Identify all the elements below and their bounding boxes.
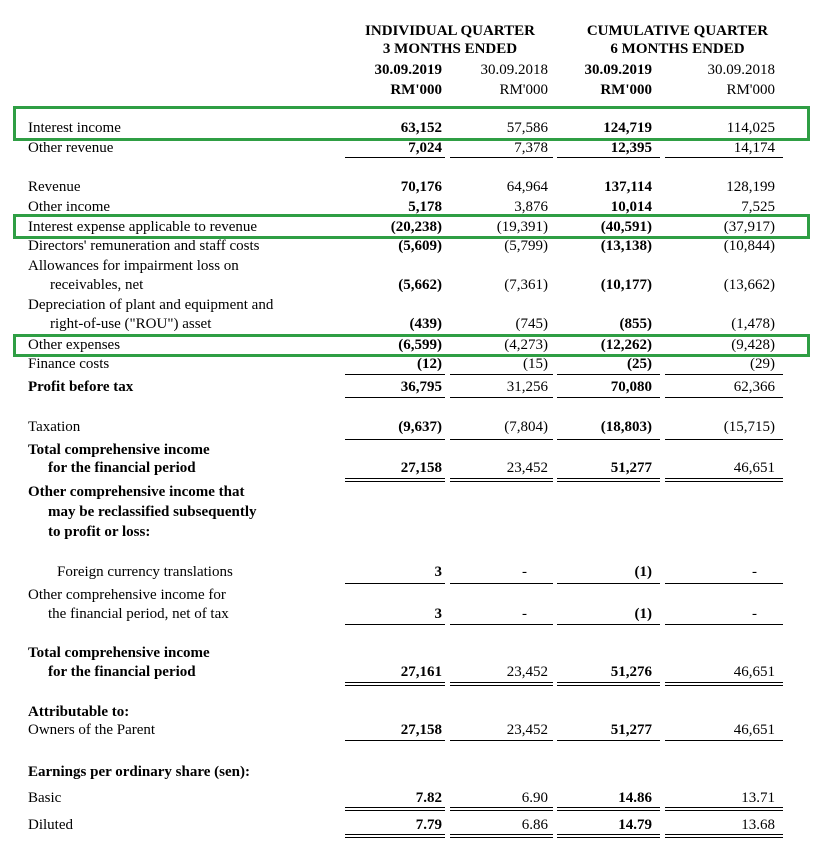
interest_expense-value-col3: (40,591) (600, 219, 652, 235)
finance-costs-label: Finance costs (28, 356, 110, 372)
allowances-label1: Allowances for impairment loss on (28, 258, 239, 274)
other_expenses-value-col1: (6,599) (398, 337, 442, 353)
rule-col3 (557, 807, 660, 808)
other-revenue-label: Other revenue (28, 140, 114, 156)
fx_translation-value-col3: (1) (634, 564, 652, 580)
rule-col2 (450, 740, 553, 741)
depreciation-label2: right-of-use ("ROU") asset (50, 316, 212, 332)
diluted-value-col4: 13.68 (741, 817, 775, 833)
finance_costs-value-col4: (29) (750, 356, 775, 372)
unit-header-col3: RM'000 (600, 82, 652, 98)
total-ci-1-label2: for the financial period (48, 460, 196, 476)
rule-col1 (345, 439, 445, 440)
oci-heading-label1: Other comprehensive income that (28, 484, 245, 500)
cumulative-quarter-title: CUMULATIVE QUARTER (586, 23, 769, 39)
revenue-value-col3: 137,114 (604, 179, 652, 195)
depreciation-value-col3: (855) (619, 316, 652, 332)
attributable-label2: Owners of the Parent (28, 722, 156, 738)
taxation-value-col4: (15,715) (723, 419, 775, 435)
rule-col3 (557, 810, 660, 811)
rule-col2 (450, 478, 553, 479)
allowances-value-col1: (5,662) (398, 277, 442, 293)
oci-heading-label3: to profit or loss: (48, 524, 151, 540)
rule-col2 (450, 807, 553, 808)
date-header-col2: 30.09.2018 (480, 62, 548, 78)
oci_net-value-col1: 3 (434, 606, 442, 622)
finance_costs-value-col1: (12) (417, 356, 442, 372)
rule-col3 (557, 682, 660, 683)
rule-col4 (665, 810, 783, 811)
rule-col3 (557, 583, 660, 584)
total_ci_1-value-col2: 23,452 (506, 460, 548, 476)
taxation-value-col1: (9,637) (398, 419, 442, 435)
rule-col1 (345, 740, 445, 741)
rule-col1 (345, 685, 445, 686)
other-income-label: Other income (28, 199, 111, 215)
other_income-value-col4: 7,525 (741, 199, 775, 215)
profit_before_tax-value-col4: 62,366 (733, 379, 775, 395)
revenue-label: Revenue (28, 179, 81, 195)
rule-col4 (665, 740, 783, 741)
other_revenue-value-col3: 12,395 (610, 140, 652, 156)
basic-value-col3: 14.86 (618, 790, 652, 806)
total_ci_1-value-col1: 27,158 (400, 460, 442, 476)
other_revenue-value-col1: 7,024 (408, 140, 442, 156)
cumulative-quarter-period: 6 MONTHS ENDED (610, 41, 745, 57)
total-ci-2-label2: for the financial period (48, 664, 196, 680)
oci_net-value-col3: (1) (634, 606, 652, 622)
rule-col4 (665, 624, 783, 625)
revenue-value-col2: 64,964 (506, 179, 548, 195)
basic-value-col2: 6.90 (521, 790, 548, 806)
attributable-value-col3: 51,277 (610, 722, 652, 738)
oci-net-label1: Other comprehensive income for (28, 587, 226, 603)
other_income-value-col3: 10,014 (610, 199, 652, 215)
total_ci_2-value-col2: 23,452 (506, 664, 548, 680)
interest_income-value-col3: 124,719 (603, 120, 652, 136)
rule-col1 (345, 810, 445, 811)
rule-col3 (557, 834, 660, 835)
taxation-value-col2: (7,804) (504, 419, 548, 435)
basic-label: Basic (28, 790, 62, 806)
date-header-col3: 30.09.2019 (584, 62, 652, 78)
total-ci-2-label1: Total comprehensive income (28, 645, 210, 661)
allowances-label2: receivables, net (50, 277, 144, 293)
rule-col3 (557, 439, 660, 440)
eps-heading-label: Earnings per ordinary share (sen): (28, 764, 250, 780)
directors-value-col3: (13,138) (600, 238, 652, 254)
rule-col1 (345, 397, 445, 398)
other_expenses-value-col4: (9,428) (731, 337, 775, 353)
directors-value-col2: (5,799) (504, 238, 548, 254)
oci_net-value-col4: - (752, 606, 757, 622)
rule-col3 (557, 837, 660, 838)
depreciation-value-col1: (439) (409, 316, 442, 332)
date-header-col4: 30.09.2018 (707, 62, 775, 78)
depreciation-label1: Depreciation of plant and equipment and (28, 297, 274, 313)
rule-col2 (450, 624, 553, 625)
unit-header-col1: RM'000 (390, 82, 442, 98)
diluted-value-col2: 6.86 (521, 817, 548, 833)
allowances-value-col3: (10,177) (600, 277, 652, 293)
fx_translation-value-col1: 3 (434, 564, 442, 580)
date-header-col1: 30.09.2019 (374, 62, 442, 78)
rule-col2 (450, 157, 553, 158)
rule-col2 (450, 481, 553, 482)
total_ci_2-value-col4: 46,651 (733, 664, 775, 680)
allowances-value-col4: (13,662) (723, 277, 775, 293)
finance_costs-value-col2: (15) (523, 356, 548, 372)
rule-col3 (557, 685, 660, 686)
directors-value-col1: (5,609) (398, 238, 442, 254)
interest-income-label: Interest income (28, 120, 121, 136)
rule-col1 (345, 837, 445, 838)
rule-col2 (450, 810, 553, 811)
rule-col3 (557, 397, 660, 398)
taxation-value-col3: (18,803) (600, 419, 652, 435)
rule-col3 (557, 740, 660, 741)
rule-col4 (665, 807, 783, 808)
attributable-value-col1: 27,158 (400, 722, 442, 738)
total_ci_1-value-col4: 46,651 (733, 460, 775, 476)
fx-translation-label: Foreign currency translations (57, 564, 233, 580)
rule-col1 (345, 624, 445, 625)
interest_income-value-col1: 63,152 (400, 120, 442, 136)
rule-col4 (665, 837, 783, 838)
rule-col4 (665, 583, 783, 584)
attributable-value-col4: 46,651 (733, 722, 775, 738)
rule-col1 (345, 374, 445, 375)
rule-col1 (345, 682, 445, 683)
rule-col1 (345, 478, 445, 479)
interest_income-value-col2: 57,586 (506, 120, 548, 136)
unit-header-col2: RM'000 (499, 82, 548, 98)
other_revenue-value-col2: 7,378 (514, 140, 548, 156)
rule-col4 (665, 481, 783, 482)
rule-col1 (345, 834, 445, 835)
interest_expense-value-col1: (20,238) (390, 219, 442, 235)
profit_before_tax-value-col2: 31,256 (506, 379, 548, 395)
diluted-label: Diluted (28, 817, 73, 833)
profit-before-tax-label: Profit before tax (28, 379, 134, 395)
diluted-value-col1: 7.79 (415, 817, 442, 833)
depreciation-value-col4: (1,478) (731, 316, 775, 332)
rule-col4 (665, 682, 783, 683)
profit_before_tax-value-col1: 36,795 (400, 379, 442, 395)
rule-col2 (450, 834, 553, 835)
oci-net-label2: the financial period, net of tax (48, 606, 229, 622)
depreciation-value-col2: (745) (515, 316, 548, 332)
rule-col2 (450, 439, 553, 440)
rule-col1 (345, 157, 445, 158)
interest_expense-value-col2: (19,391) (496, 219, 548, 235)
fx_translation-value-col2: - (522, 564, 527, 580)
rule-col2 (450, 837, 553, 838)
other-expenses-label: Other expenses (28, 337, 121, 353)
other_revenue-value-col4: 14,174 (733, 140, 775, 156)
attributable-label1: Attributable to: (28, 704, 130, 720)
attributable-value-col2: 23,452 (506, 722, 548, 738)
rule-col1 (345, 481, 445, 482)
rule-col4 (665, 374, 783, 375)
basic-value-col4: 13.71 (741, 790, 775, 806)
rule-col4 (665, 157, 783, 158)
total-ci-1-label1: Total comprehensive income (28, 442, 210, 458)
other_expenses-value-col3: (12,262) (600, 337, 652, 353)
rule-col2 (450, 685, 553, 686)
total_ci_2-value-col3: 51,276 (610, 664, 652, 680)
rule-col3 (557, 478, 660, 479)
directors-value-col4: (10,844) (723, 238, 775, 254)
individual-quarter-period: 3 MONTHS ENDED (382, 41, 518, 57)
rule-col2 (450, 682, 553, 683)
interest-expense-label: Interest expense applicable to revenue (28, 219, 258, 235)
rule-col3 (557, 374, 660, 375)
rule-col4 (665, 834, 783, 835)
rule-col4 (665, 397, 783, 398)
diluted-value-col3: 14.79 (618, 817, 652, 833)
rule-col2 (450, 397, 553, 398)
other_income-value-col1: 5,178 (408, 199, 442, 215)
rule-col4 (665, 439, 783, 440)
rule-col1 (345, 807, 445, 808)
interest_income-value-col4: 114,025 (726, 120, 775, 136)
basic-value-col1: 7.82 (415, 790, 442, 806)
revenue-value-col4: 128,199 (726, 179, 775, 195)
total_ci_2-value-col1: 27,161 (400, 664, 442, 680)
rule-col2 (450, 583, 553, 584)
unit-header-col4: RM'000 (726, 82, 775, 98)
directors-label: Directors' remuneration and staff costs (28, 238, 260, 254)
other_income-value-col2: 3,876 (514, 199, 548, 215)
finance_costs-value-col3: (25) (627, 356, 652, 372)
individual-quarter-title: INDIVIDUAL QUARTER (365, 23, 535, 39)
rule-col4 (665, 685, 783, 686)
rule-col3 (557, 481, 660, 482)
taxation-label: Taxation (28, 419, 81, 435)
oci-heading-label2: may be reclassified subsequently (48, 504, 257, 520)
allowances-value-col2: (7,361) (504, 277, 548, 293)
total_ci_1-value-col3: 51,277 (610, 460, 652, 476)
fx_translation-value-col4: - (752, 564, 757, 580)
rule-col3 (557, 157, 660, 158)
rule-col1 (345, 583, 445, 584)
rule-col2 (450, 374, 553, 375)
revenue-value-col1: 70,176 (400, 179, 442, 195)
other_expenses-value-col2: (4,273) (504, 337, 548, 353)
interest_expense-value-col4: (37,917) (723, 219, 775, 235)
rule-col4 (665, 478, 783, 479)
rule-col3 (557, 624, 660, 625)
oci_net-value-col2: - (522, 606, 527, 622)
profit_before_tax-value-col3: 70,080 (610, 379, 652, 395)
